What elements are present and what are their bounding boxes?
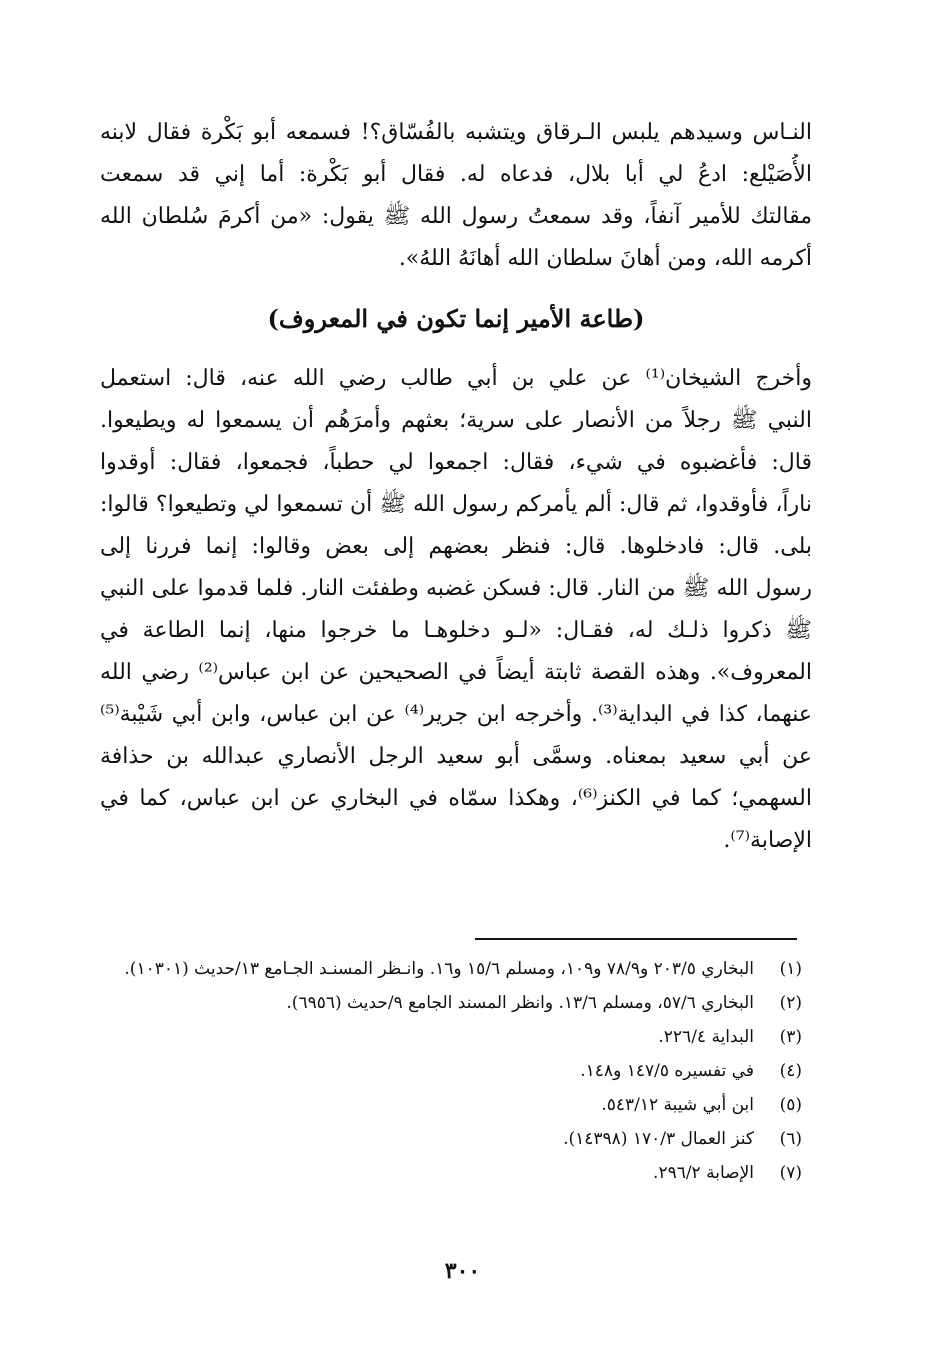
footnote-text: البخاري ٥٧/٦، ومسلم ١٣/٦. وانظر المسند الجامع ٩/حديث (٦٩٥٦). (286, 993, 754, 1013)
main-text (100, 112, 812, 862)
footnotes (100, 952, 802, 1190)
footnote-separator (475, 938, 797, 940)
footnote-item (100, 1088, 802, 1122)
footnote-item (100, 1156, 802, 1190)
section-heading: (طاعة الأمير إنما تكون في المعروف) (267, 304, 645, 333)
text-line: مقالتك للأمير آنفاً، وقد سمعتُ رسول الله ﷺ يقول: «من أكرمَ سُلطان الله (100, 204, 812, 229)
footnote-item (100, 952, 802, 986)
footnote-text: كنز العمال ١٧٠/٣ (١٤٣٩٨). (563, 1129, 754, 1149)
text-line: عنهما، كذا في البداية⁽³⁾. وأخرجه ابن جرير⁽⁴⁾ عن ابن عباس، وابن أبي شَيْبة⁽⁵⁾ (100, 702, 812, 727)
text-line: النبي ﷺ رجلاً من الأنصار على سرية؛ بعثهم وأمرَهُم أن يسمعوا له ويطيعوا. (100, 408, 812, 433)
text-line: عن أبي سعيد بمعناه. وسمَّى أبو سعيد الرجل الأنصاري عبدالله بن حذافة (100, 744, 812, 769)
text-line: ناراً، فأوقدوا، ثم قال: ألم يأمركم رسول الله ﷺ أن تسمعوا لي وتطيعوا؟ قالوا: (100, 492, 812, 517)
page-number: ٣٠٠ (444, 1258, 481, 1284)
footnote-number: (٧) (779, 1163, 802, 1183)
footnote-number: (٥) (779, 1095, 802, 1115)
text-line: بلى. قال: فادخلوها. قال: فنظر بعضهم إلى بعض وقالوا: إنما فررنا إلى (100, 534, 812, 559)
text-line: رسول الله ﷺ من النار. قال: فسكن غضبه وطفئت النار. فلما قدموا على النبي (100, 576, 812, 601)
footnote-number: (٢) (779, 993, 802, 1013)
footnote-number: (٦) (779, 1129, 802, 1149)
footnote-item (100, 1122, 802, 1156)
footnote-text: ابن أبي شيبة ٥٤٣/١٢. (601, 1095, 754, 1115)
text-line: ﷺ ذكروا ذلـك له، فقـال: «لـو دخلوهـا ما خرجوا منها، إنما الطاعة في (100, 618, 812, 643)
footnote-text: البخاري ٢٠٣/٥ و٧٨/٩ و١٠٩، ومسلم ١٥/٦ و١٦. وانـظر المسنـد الجـامع ١٣/حديث (١٠٣٠١). (124, 959, 754, 979)
footnote-number: (١) (779, 959, 802, 979)
text-line: المعروف». وهذه القصة ثابتة أيضاً في الصحيحين عن ابن عباس⁽²⁾ رضي الله (100, 660, 812, 685)
text-line: الإصابة⁽⁷⁾. (723, 828, 812, 853)
text-line: النـاس وسيدهم يلبس الـرقاق ويتشبه بالفُسّاق؟! فسمعه أبو بَكْرة فقال لابنه (100, 120, 812, 145)
footnote-text: في تفسيره ١٤٧/٥ و١٤٨. (580, 1061, 754, 1081)
text-line: قال: فأغضبوه في شيء، فقال: اجمعوا لي حطباً، فجمعوا، فقال: أوقدوا (100, 450, 812, 475)
text-line: وأخرج الشيخان⁽¹⁾ عن علي بن أبي طالب رضي الله عنه، قال: استعمل (100, 366, 812, 391)
paragraph-1 (100, 112, 812, 280)
text-line: السهمي؛ كما في الكنز⁽⁶⁾، وهكذا سمّاه في البخاري عن ابن عباس، كما في (100, 786, 812, 811)
footnote-item (100, 986, 802, 1020)
text-line: أكرمه الله، ومن أهانَ سلطان الله أهانَهُ اللهُ». (398, 246, 812, 271)
footnote-number: (٣) (779, 1027, 802, 1047)
footnote-item (100, 1020, 802, 1054)
footnote-number: (٤) (779, 1061, 802, 1081)
footnote-item (100, 1054, 802, 1088)
footnote-text: البداية ٢٢٦/٤. (658, 1027, 754, 1047)
footnote-text: الإصابة ٢٩٦/٢. (653, 1163, 754, 1183)
text-line: الأُصَيْلع: ادعُ لي أبا بلال، فدعاه له. فقال أبو بَكْرة: أما إني قد سمعت (100, 162, 812, 187)
paragraph-2 (100, 358, 812, 862)
